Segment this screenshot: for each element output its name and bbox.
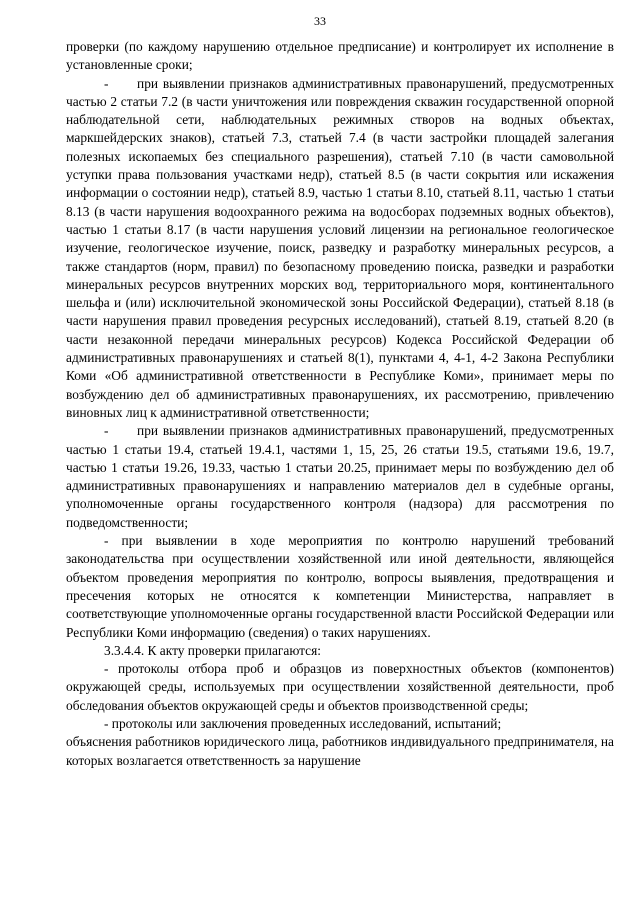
paragraph-inspection-orders: проверки (по каждому нарушению отдельное предписание) и контролирует их исполнение в установленные сроки; — [66, 39, 614, 73]
paragraph-procedural-violations: - при выявлении признаков административных правонарушений, предусмотренных частью 1 статьи 19.4, статьей 19.4.1, частями 1, 15, 25, 26 статьи 19.5, статьями 19.6, 19.7, частью 1 статьи 19.26, 19.33, частью 1 статьи 20.25, принимает меры по возбуждению дел об административных правонарушениях и направлению материалов дел в судебные органы, уполномоченные органы государственного контроля (надзора) для рассмотрения по подведомственности; — [66, 423, 614, 530]
paragraph-employee-explanations: объяснения работников юридического лица, работников индивидуального предпринимателя, на которых возлагается ответственность за нарушение — [66, 734, 614, 768]
page-number: 33 — [314, 14, 326, 28]
document-body — [66, 38, 614, 770]
paragraph-referral-to-authorities: - при выявлении в ходе мероприятия по контролю нарушений требований законодательства при осуществлении хозяйственной или иной деятельности, являющейся объектом проведения мероприятия по контролю, вопросы выявления, предотвращения и пресечения которых не относятся к компетенции Министерства, направляет в соответствующие уполномоченные органы государственной власти Российской Федерации или Республики Коми информацию (сведения) о таких нарушениях. — [66, 533, 614, 640]
list-item-research-protocols: - протоколы или заключения проведенных исследований, испытаний; — [104, 715, 502, 731]
paragraph-subsoil-violations: - при выявлении признаков административных правонарушений, предусмотренных частью 2 статьи 7.2 (в части уничтожения или повреждения скважин государственной опорной наблюдательной сети, наблюдательных режимных створов на водных объектах, маркшейдерских знаков), статьей 7.3, статьей 7.4 (в части застройки площадей залегания полезных ископаемых без специального разрешения), статьей 7.10 (в части самовольной уступки права пользования участками недр), статьей 8.5 (в части сокрытия или искажения информации о состоянии недр), статьей 8.9, частью 1 статьи 8.10, статьей 8.11, частью 1 статьи 8.13 (в части нарушения водоохранного режима на водосборах подземных водных объектов), частью 1 статьи 8.17 (в части нарушения условий лицензии на региональное геологическое изучение, геологическое изучение, поиск, разведку и разработку минеральных ресурсов, а также стандартов (норм, правил) по безопасному проведению поиска, разведки и разработки минеральных ресурсов внутренних морских вод, территориального моря, континентального шельфа и (или) исключительной экономической зоны Российской Федерации), статьей 8.18 (в части нарушения правил проведения ресурсных исследований), статьей 8.19, статьей 8.20 (в части незаконной передачи минеральных ресурсов) Кодекса Российской Федерации об административных правонарушениях и статьей 8(1), пунктами 4, 4-1, 4-2 Закона Республики Коми «Об административной ответственности в Республике Коми», принимает меры по возбуждению дел об административных правонарушениях, их рассмотрению, привлечению виновных лиц к административной ответственности; — [66, 75, 614, 420]
section-heading-3-3-4-4: 3.3.4.4. К акту проверки прилагаются: — [104, 642, 322, 658]
list-item-sampling-protocols: - протоколы отбора проб и образцов из поверхностных объектов (компонентов) окружающей среды, используемых при осуществлении хозяйственной деятельности, проб обследования объектов окружающей среды и объектов производственной среды; — [66, 661, 614, 713]
